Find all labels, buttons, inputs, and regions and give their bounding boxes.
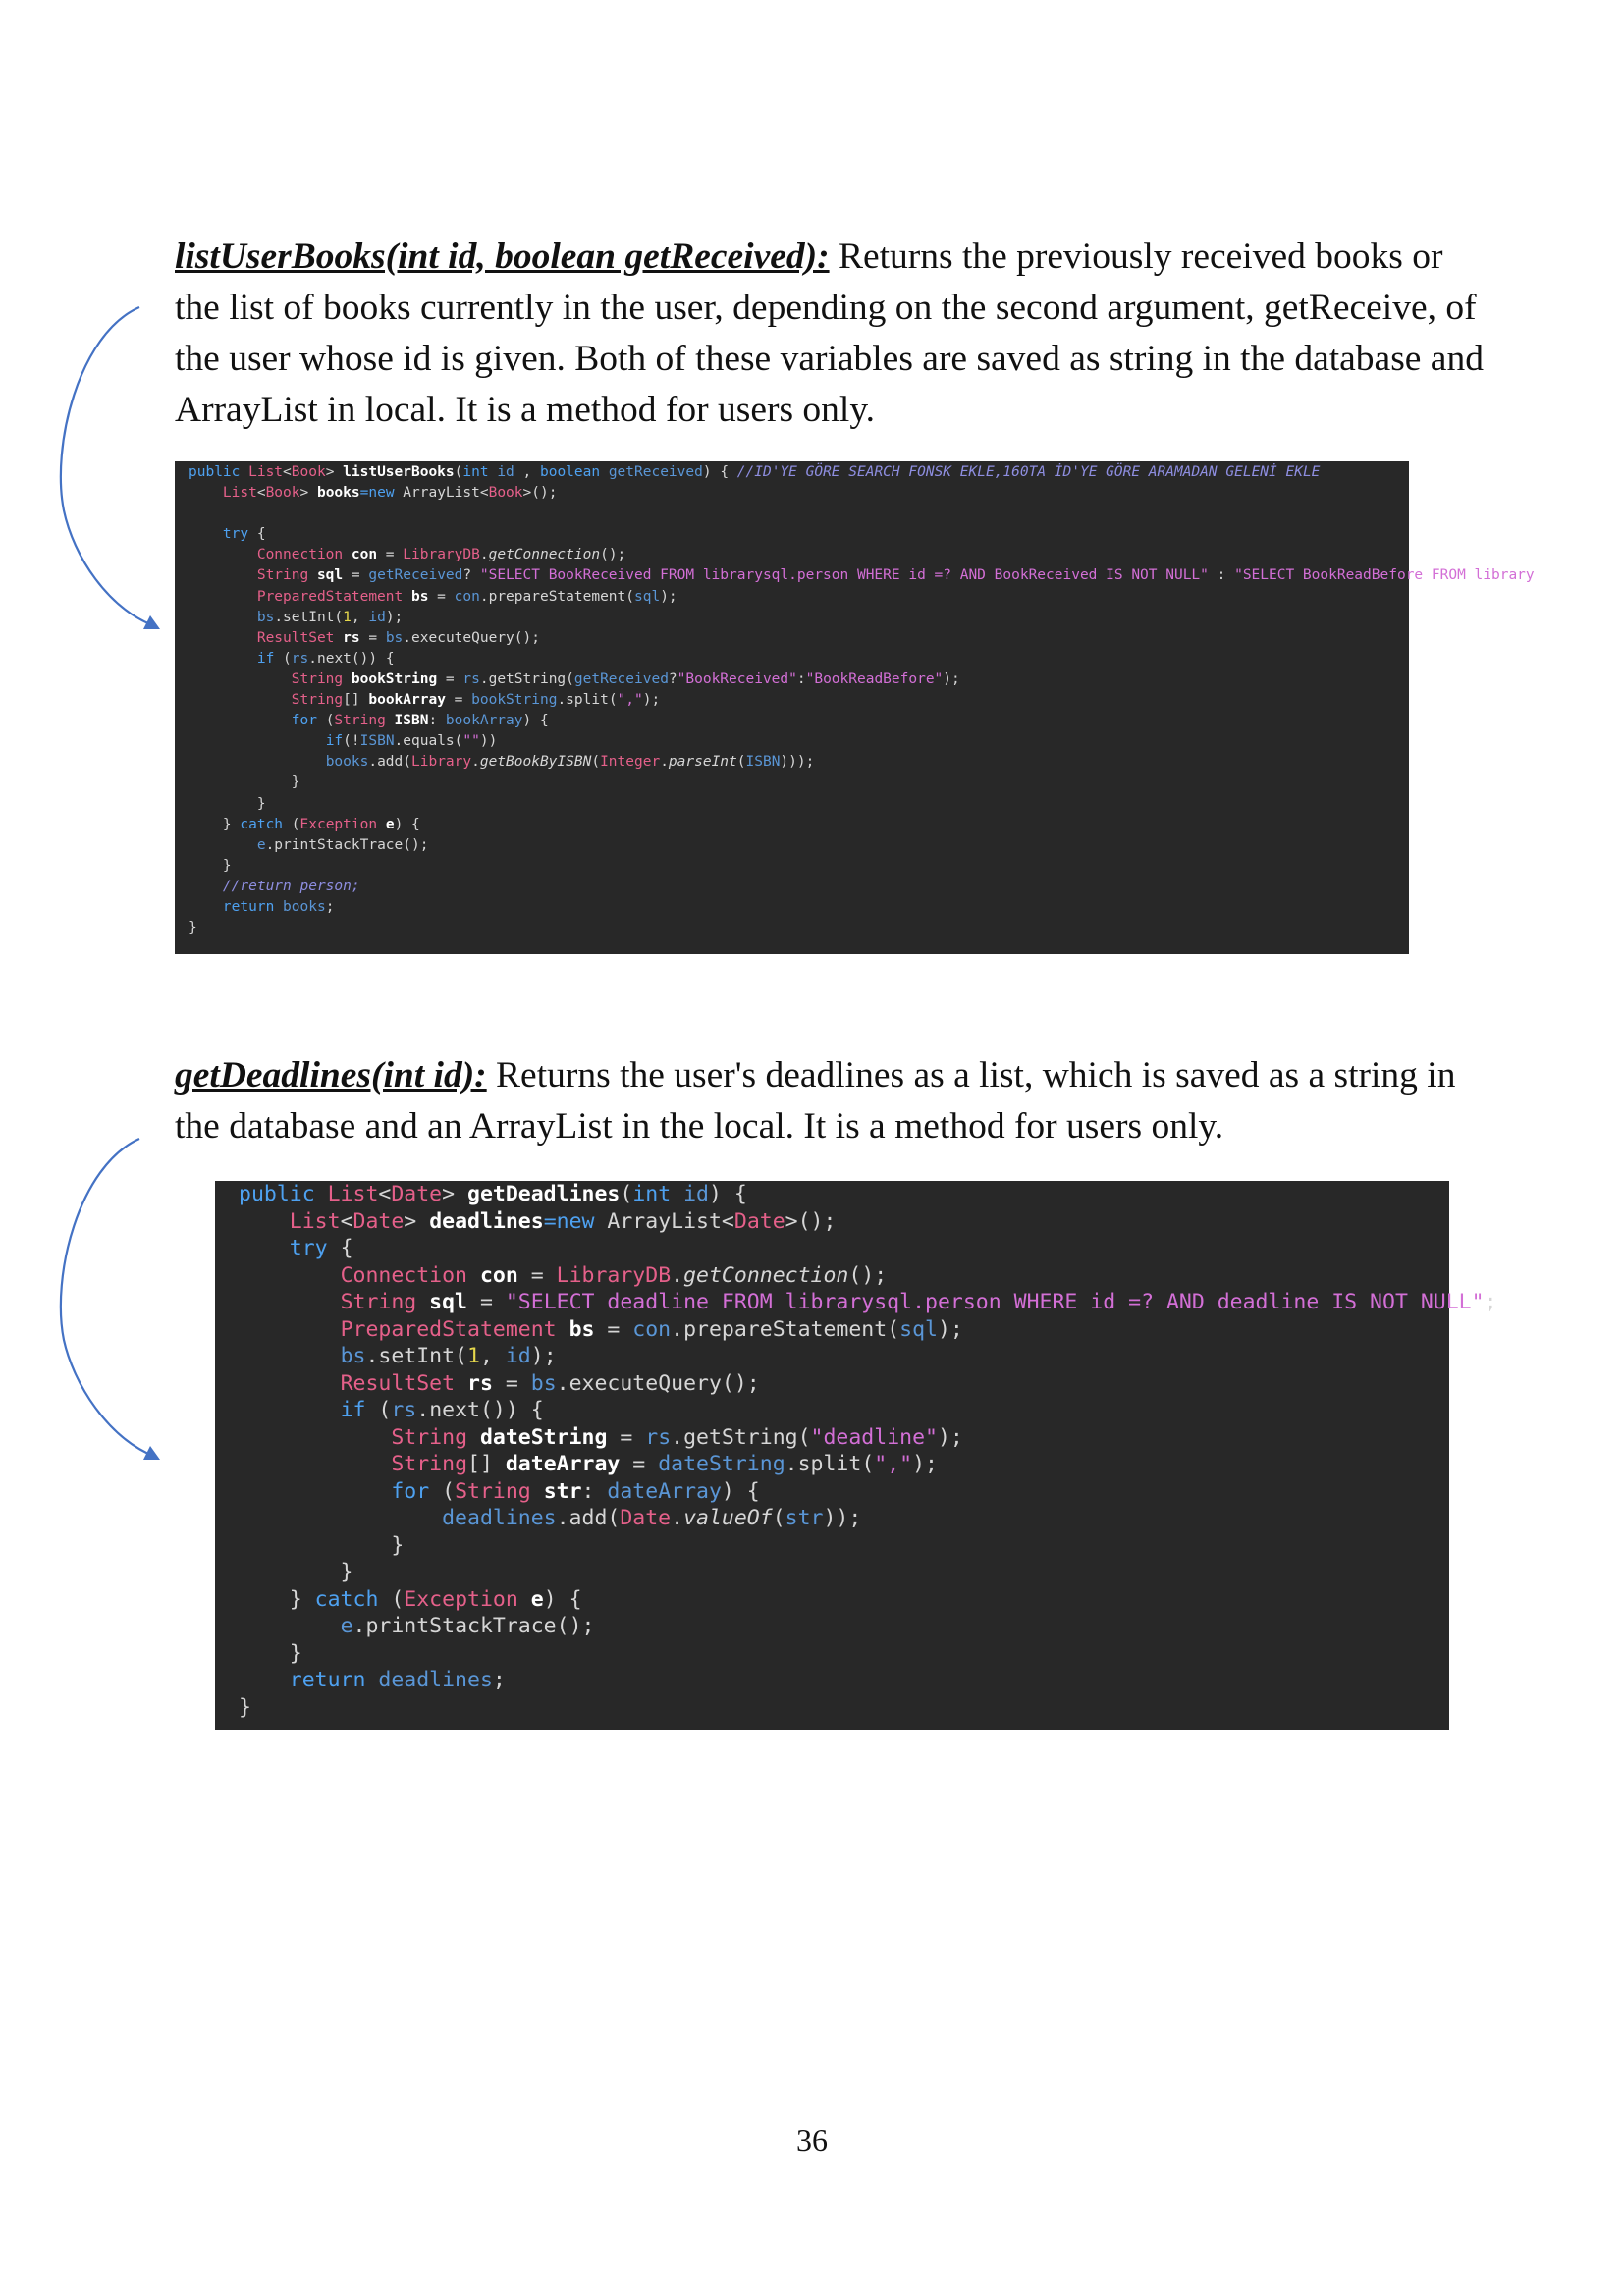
code-line: ResultSet rs = bs.executeQuery(); (256, 629, 540, 646)
code-line: } (239, 1560, 353, 1584)
code-line: String sql = "SELECT deadline FROM librarysql.person WHERE id =? AND deadline IS NOT NULL"; (340, 1290, 1497, 1314)
code-line: if (rs.next()) { (340, 1398, 544, 1422)
code-screenshot-get-deadlines (215, 1181, 1497, 1730)
section-paragraph-list-user-books (175, 232, 1490, 436)
code-line: } (189, 774, 300, 791)
code-line: try { (222, 526, 266, 543)
code-line: if (rs.next()) { (256, 650, 395, 667)
code-line: } (239, 1694, 251, 1720)
code-lines-container (239, 1181, 1497, 1721)
code-line: public List<Date> getDeadlines(int id) { (239, 1182, 747, 1206)
section-paragraph-get-deadlines (175, 1050, 1490, 1152)
code-line: for (String ISBN: bookArray) { (291, 713, 549, 729)
code-line: Connection con = LibraryDB.getConnection(); (340, 1262, 888, 1288)
code-line: bs.setInt(1, id); (256, 609, 404, 625)
method-description-get-deadlines: Returns the user's deadlines as a list, which is saved as a string in the database and an ArrayList in the local. It is a method for users only. (175, 1055, 1456, 1147)
curved-arrow-icon (49, 299, 167, 633)
code-line: } (189, 920, 197, 936)
code-line: return deadlines; (289, 1668, 506, 1692)
code-screenshot-list-user-books (175, 461, 1535, 954)
code-line: String dateString = rs.getString("deadline"); (391, 1424, 963, 1450)
code-line: for (String str: dateArray) { (391, 1478, 760, 1504)
code-line: return books; (222, 898, 335, 915)
code-line: PreparedStatement bs = con.prepareStatement(sql); (256, 588, 677, 605)
method-description-list-user-books: Returns the previously received books or the list of books currently in the user, depending on the second argument, getReceive, of the user whose id is given. Both of these variables are saved as string in the database and ArrayList in local. It is a method for users only. (175, 237, 1484, 430)
code-line (189, 504, 1535, 524)
code-line: } (189, 795, 266, 812)
code-line: } (189, 857, 232, 874)
code-line: } catch (Exception e) { (189, 816, 420, 832)
curved-arrow-icon (49, 1139, 167, 1472)
code-line: deadlines.add(Date.valueOf(str)); (442, 1506, 862, 1530)
code-line: String[] bookArray = bookString.split(","); (291, 692, 661, 709)
code-line: } (239, 1640, 302, 1666)
code-line: List<Book> books=new ArrayList<Book>(); (222, 485, 558, 502)
code-line: List<Date> deadlines=new ArrayList<Date>(); (289, 1208, 837, 1234)
code-line: } (239, 1532, 405, 1558)
method-name-list-user-books: listUserBooks(int id, boolean getReceived): (175, 237, 830, 277)
code-lines-container (189, 462, 1535, 938)
code-line: e.printStackTrace(); (256, 836, 429, 853)
code-line: String bookString = rs.getString(getReceived?"BookReceived":"BookReadBefore"); (291, 670, 960, 687)
code-line: if(!ISBN.equals("")) (325, 733, 498, 750)
code-line: String[] dateArray = dateString.split(","); (391, 1452, 938, 1476)
code-line: Connection con = LibraryDB.getConnection(); (256, 547, 626, 563)
code-line: bs.setInt(1, id); (340, 1344, 557, 1368)
code-line: //return person; (222, 878, 360, 894)
code-line: PreparedStatement bs = con.prepareStatement(sql); (340, 1316, 963, 1342)
code-line: ResultSet rs = bs.executeQuery(); (340, 1370, 760, 1396)
code-line: public List<Book> listUserBooks(int id , boolean getReceived) { //ID'YE GÖRE SEARCH FONSK EKLE,160TA İD'YE GÖRE ARAMADAN GELENİ EKLE (189, 464, 1321, 480)
page-number: 36 (796, 2122, 828, 2158)
method-name-get-deadlines: getDeadlines(int id): (175, 1055, 487, 1095)
code-line: try { (289, 1236, 353, 1260)
code-line: } catch (Exception e) { (239, 1586, 582, 1612)
code-line: String sql = getReceived? "SELECT BookReceived FROM librarysql.person WHERE id =? AND BookReceived IS NOT NULL" : "SELECT BookReadBefore FROM library (256, 567, 1535, 584)
code-line: books.add(Library.getBookByISBN(Integer.parseInt(ISBN))); (325, 754, 815, 771)
code-line: e.printStackTrace(); (340, 1614, 595, 1638)
